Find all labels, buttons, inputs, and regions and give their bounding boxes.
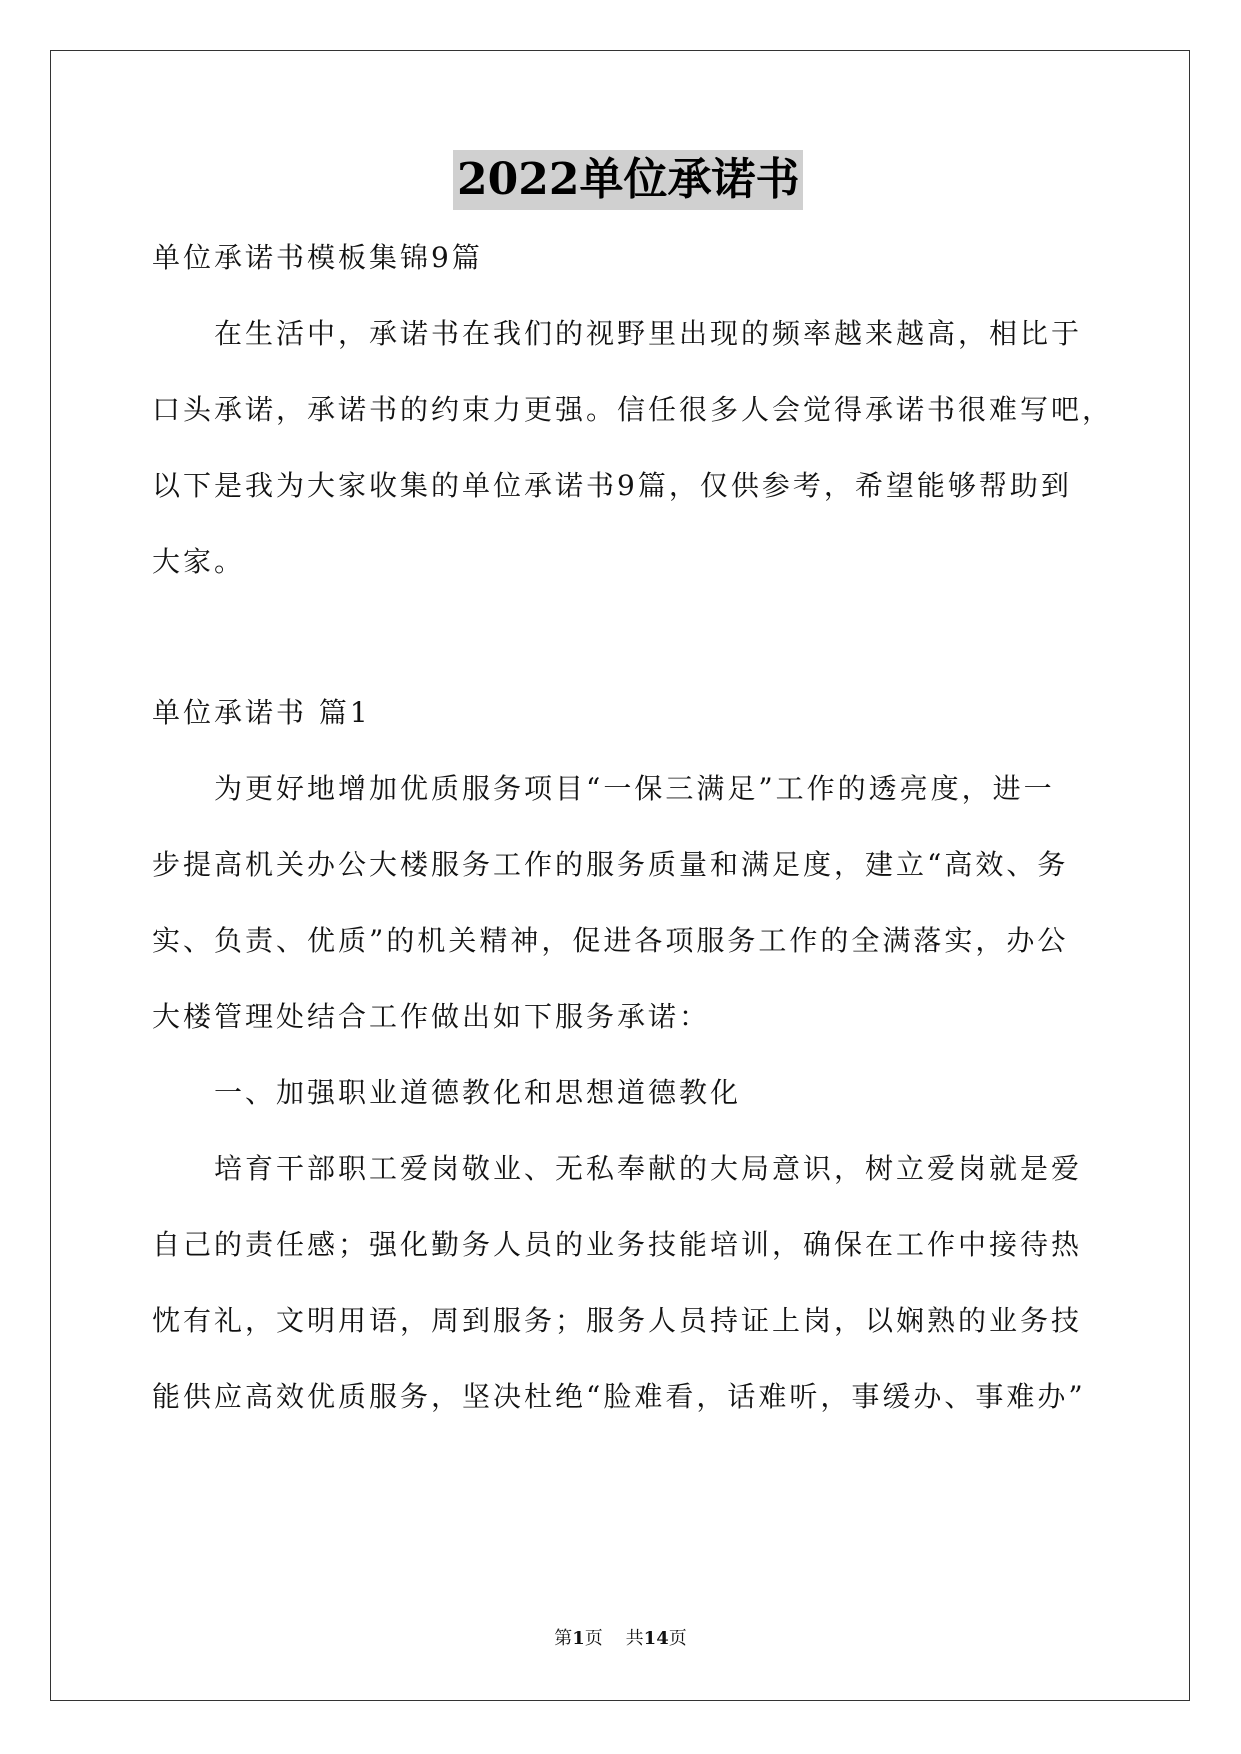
- section-para2-line-4: 能供应高效优质服务，坚决杜绝“脸难看，话难听，事缓办、事难办”: [152, 1380, 1086, 1413]
- section-para1-line-4: 大楼管理处结合工作做出如下服务承诺：: [152, 1000, 711, 1033]
- page-total-suffix: 页: [668, 1628, 687, 1649]
- page-total-count: 14: [643, 1628, 669, 1649]
- section-para2-line-1: 培育干部职工爱岗敬业、无私奉献的大局意识，树立爱岗就是爱: [214, 1152, 1083, 1185]
- section-para2-line-3: 忱有礼，文明用语，周到服务；服务人员持证上岗，以娴熟的业务技: [152, 1304, 1083, 1337]
- item-heading: 一、加强职业道德教化和思想道德教化: [214, 1076, 742, 1109]
- intro-line-3: 以下是我为大家收集的单位承诺书9篇，仅供参考，希望能够帮助到: [152, 469, 1072, 502]
- page-footer: [0, 1627, 1241, 1651]
- page-number-prefix: 第: [554, 1628, 573, 1649]
- document-title: 2022单位承诺书: [453, 150, 803, 210]
- section-para2-line-2: 自己的责任感；强化勤务人员的业务技能培训，确保在工作中接待热: [152, 1228, 1083, 1261]
- section-para1-line-2: 步提高机关办公大楼服务工作的服务质量和满足度，建立“高效、务: [152, 848, 1069, 881]
- section-para1-line-1: 为更好地增加优质服务项目“一保三满足”工作的透亮度，进一: [214, 772, 1055, 805]
- page-number-suffix: 页: [584, 1628, 603, 1649]
- intro-line-1: 在生活中，承诺书在我们的视野里出现的频率越来越高，相比于: [214, 317, 1083, 350]
- section-para1-line-3: 实、负责、优质”的机关精神，促进各项服务工作的全满落实，办公: [152, 924, 1069, 957]
- section-heading: 单位承诺书 篇1: [152, 696, 371, 729]
- document-subtitle: 单位承诺书模板集锦9篇: [152, 241, 483, 274]
- intro-line-4: 大家。: [152, 545, 246, 578]
- page-number-current: 1: [572, 1628, 585, 1649]
- page-total-prefix: 共: [625, 1628, 644, 1649]
- intro-line-2: 口头承诺，承诺书的约束力更强。信任很多人会觉得承诺书很难写吧，: [152, 393, 1114, 426]
